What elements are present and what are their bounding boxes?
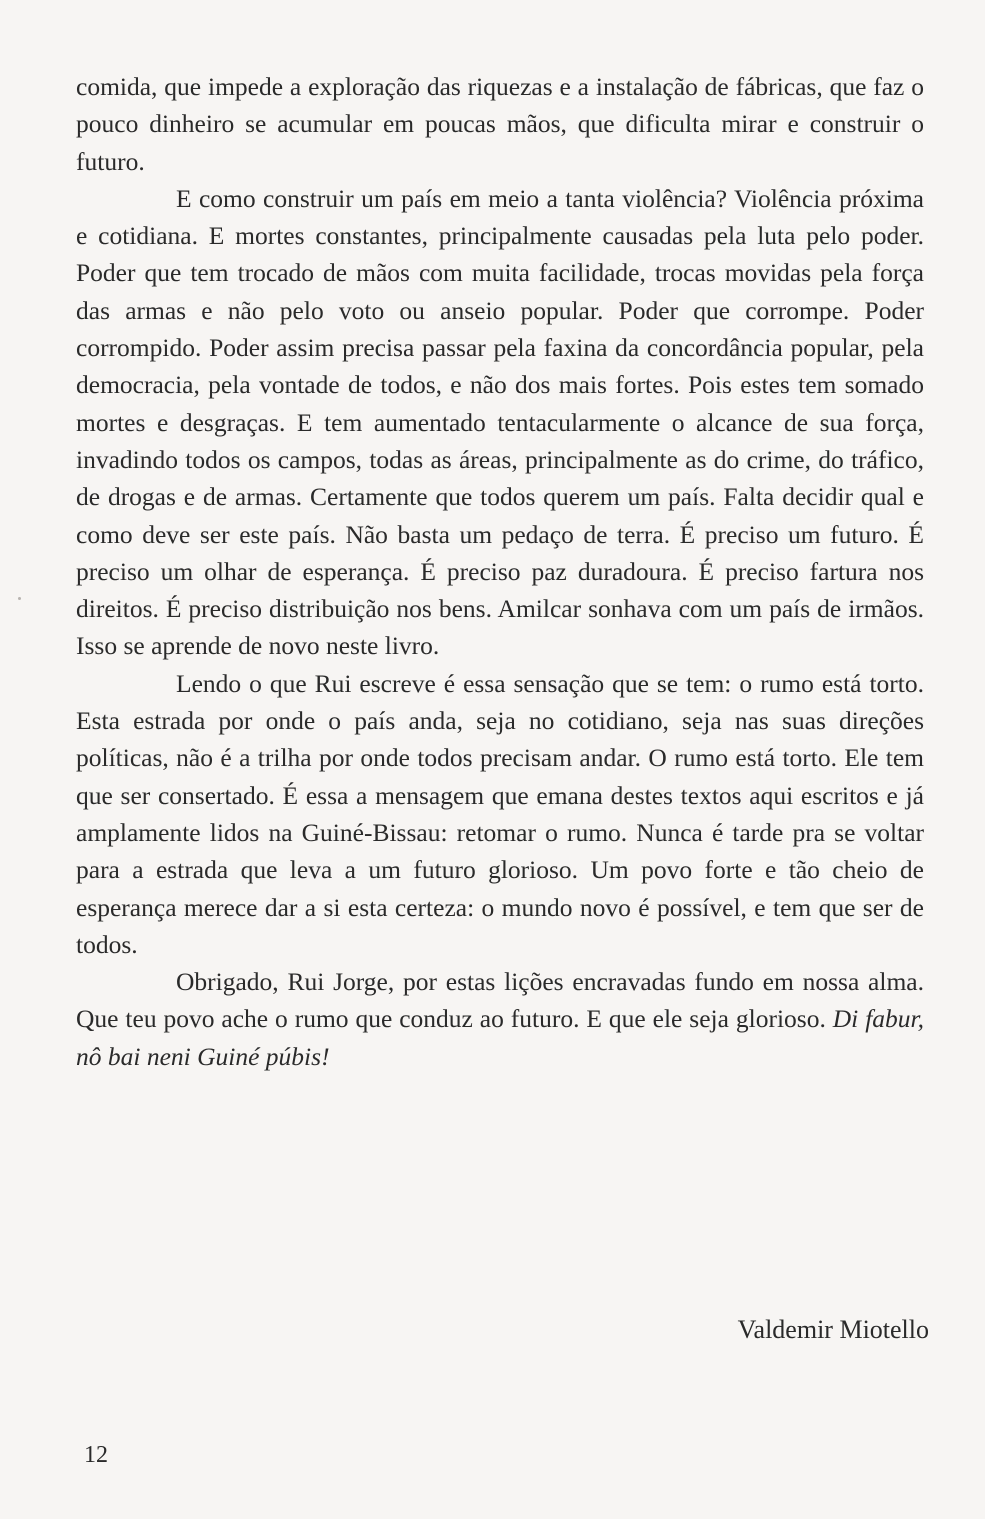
- author-signature: Valdemir Miotello: [737, 1315, 929, 1344]
- paragraph-4-text: Obrigado, Rui Jorge, por estas lições encravadas fundo em nossa alma. Que teu povo ache o rumo que conduz ao futuro. E que ele seja glorioso.: [76, 967, 924, 1034]
- paper-speck: [18, 597, 21, 600]
- paragraph-2: E como construir um país em meio a tanta violência? Violência próxima e cotidiana. E mortes constantes, principalmente causadas pela luta pelo poder. Poder que tem trocado de mãos com muita facilidade, trocas movidas pela força das armas e não pelo voto ou anseio popular. Poder que corrompe. Poder corrompido. Poder assim precisa passar pela faxina da concordância popular, pela democracia, pela vontade de todos, e não dos mais fortes. Pois estes tem somado mortes e desgraças. E tem aumentado tentacularmente o alcance de sua força, invadindo todos os campos, todas as áreas, principalmente as do crime, do tráfico, de drogas e de armas. Certamente que todos querem um país. Falta decidir qual e como deve ser este país. Não basta um pedaço de terra. É preciso um futuro. É preciso um olhar de esperança. É preciso paz duradoura. É preciso fartura nos direitos. É preciso distribuição nos bens. Amilcar sonhava com um país de irmãos. Isso se aprende de novo neste livro.: [76, 183, 924, 661]
- paragraph-4-italic-phrase: Di fabur, nô bai neni Guiné púbis!: [76, 1004, 924, 1071]
- body-text: [76, 68, 924, 1075]
- page-number: 12: [84, 1442, 108, 1468]
- paragraph-3: Lendo o que Rui escreve é essa sensação que se tem: o rumo está torto. Esta estrada por onde o país anda, seja no cotidiano, seja nas suas direções políticas, não é a trilha por onde todos precisam andar. O rumo está torto. Ele tem que ser consertado. É essa a mensagem que emana destes textos aqui escritos e já amplamente lidos na Guiné-Bissau: retomar o rumo. Nunca é tarde pra se voltar para a estrada que leva a um futuro glorioso. Um povo forte e tão cheio de esperança merece dar a si esta certeza: o mundo novo é possível, e tem que ser de todos.: [76, 668, 924, 959]
- paragraph-4: [76, 963, 924, 1075]
- paragraph-1: comida, que impede a exploração das riquezas e a instalação de fábricas, que faz o pouco dinheiro se acumular em poucas mãos, que dificulta mirar e construir o futuro.: [76, 72, 924, 176]
